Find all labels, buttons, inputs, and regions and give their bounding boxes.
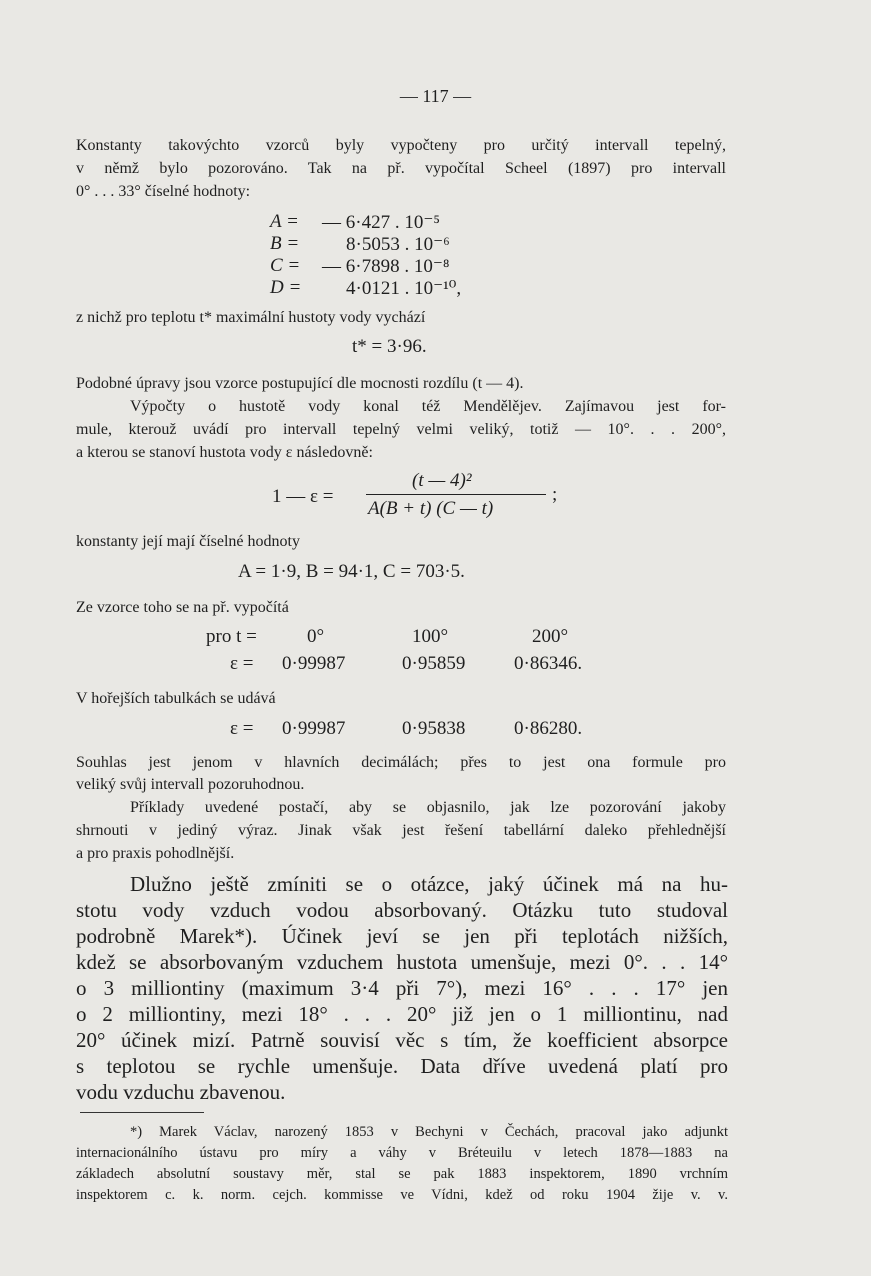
const-a-rhs: — 6·427 . 10⁻⁵ — [322, 212, 440, 233]
table1-row2-label: ε = — [230, 653, 254, 674]
para8-line-4: kdež se absorbovaným vzduchem hustota umenšuje, mezi 0°. . . 14° — [76, 950, 728, 974]
para8-line-7: 20° účinek mizí. Patrně souvisí věc s tím, že koefficient absorpce — [76, 1028, 728, 1052]
table1-row2-col1: 0·99987 — [282, 653, 346, 674]
constants2-equation: A = 1·9, B = 94·1, C = 703·5. — [238, 561, 465, 582]
para3-line-4: a kterou se stanoví hustota vody ε následovně: — [76, 444, 373, 461]
formula-denominator: A(B + t) (C — t) — [368, 498, 494, 519]
table2-col3: 0·86280. — [514, 718, 583, 739]
footnote-line-2: internacionálního ústavu pro míry a váhy v Bréteuilu v letech 1878—1883 na — [76, 1145, 728, 1161]
para4-line: konstanty její mají číselné hodnoty — [76, 533, 300, 550]
table1-row1-col2: 100° — [412, 626, 449, 647]
para8-line-6: o 2 milliontiny, mezi 18° . . . 20° již jen o 1 milliontinu, nad — [76, 1002, 728, 1026]
const-d-rhs: 4·0121 . 10⁻¹⁰, — [346, 278, 462, 299]
para1-line-2: v němž bylo pozorováno. Tak na př. vypočítal Scheel (1897) pro intervall — [76, 160, 726, 177]
table2-label: ε = — [230, 718, 254, 739]
para3-line-1: Podobné úpravy jsou vzorce postupující dle mocnosti rozdílu (t — 4). — [76, 375, 524, 392]
const-c-lhs: C = — [270, 255, 301, 276]
para8-line-9: vodu vzduchu zbavenou. — [76, 1080, 286, 1104]
table1-row1-col3: 200° — [532, 626, 569, 647]
para8-line-3: podrobně Marek*). Účinek jeví se jen při teplotách nižších, — [76, 924, 728, 948]
footnote-rule — [80, 1112, 204, 1113]
tmax-equation: t* = 3·96. — [352, 336, 427, 357]
para7-line-4: shrnouti v jediný výraz. Jinak však jest řešení tabellární daleko přehlednější — [76, 822, 726, 839]
table1-row1-label: pro t = — [206, 626, 257, 647]
para8-line-1: Dlužno ještě zmíniti se o otázce, jaký účinek má na hu- — [130, 872, 728, 896]
para7-line-1: Souhlas jest jenom v hlavních decimálách; přes to jest ona formule pro — [76, 754, 726, 771]
footnote-line-1: *) Marek Václav, narozený 1853 v Bechyni v Čechách, pracoval jako adjunkt — [130, 1124, 728, 1140]
formula-numerator: (t — 4)² — [412, 470, 472, 491]
para2-line: z nichž pro teplotu t* maximální hustoty vody vychází — [76, 309, 426, 326]
formula-end: ; — [552, 484, 558, 505]
para1-line-1: Konstanty takovýchto vzorců byly vypočteny pro určitý intervall tepelný, — [76, 137, 726, 154]
footnote-line-4: inspektorem c. k. norm. cejch. kommisse ve Vídni, kdež od roku 1904 žije v. v. — [76, 1187, 728, 1203]
para1-line-3: 0° . . . 33° číselné hodnoty: — [76, 183, 251, 200]
para3-line-2: Výpočty o hustotě vody konal též Mendělějev. Zajímavou jest for- — [130, 398, 726, 415]
para7-line-5: a pro praxis pohodlnější. — [76, 845, 235, 862]
formula-lhs: 1 — ε = — [272, 486, 334, 507]
para5-line: Ze vzorce toho se na př. vypočítá — [76, 599, 289, 616]
para6-line: V hořejších tabulkách se udává — [76, 690, 276, 707]
para7-line-2: veliký svůj intervall pozoruhodnou. — [76, 776, 305, 793]
para7-line-3: Příklady uvedené postačí, aby se objasnilo, jak lze pozorování jakoby — [130, 799, 726, 816]
page-number: — 117 — — [399, 86, 472, 106]
fraction-bar — [366, 494, 546, 495]
table2-col1: 0·99987 — [282, 718, 346, 739]
table1-row1-col1: 0° — [307, 626, 325, 647]
table1-row2-col3: 0·86346. — [514, 653, 583, 674]
const-d-lhs: D = — [270, 277, 302, 298]
const-b-rhs: 8·5053 . 10⁻⁶ — [346, 234, 450, 255]
const-a-lhs: A = — [270, 211, 299, 232]
table2-col2: 0·95838 — [402, 718, 466, 739]
para3-line-3: mule, kterouž uvádí pro intervall tepelný velmi veliký, totiž — 10°. . . 200°, — [76, 421, 726, 438]
para8-line-5: o 3 milliontiny (maximum 3·4 při 7°), mezi 16° . . . 17° jen — [76, 976, 728, 1000]
const-b-lhs: B = — [270, 233, 300, 254]
para8-line-2: stotu vody vzduch vodou absorbovaný. Otázku tuto studoval — [76, 898, 728, 922]
para8-line-8: s teplotou se rychle umenšuje. Data dříve uvedená platí pro — [76, 1054, 728, 1078]
footnote-line-3: základech absolutní soustavy měr, stal se pak 1883 inspektorem, 1890 vrchním — [76, 1166, 728, 1182]
const-c-rhs: — 6·7898 . 10⁻⁸ — [322, 256, 450, 277]
table1-row2-col2: 0·95859 — [402, 653, 466, 674]
